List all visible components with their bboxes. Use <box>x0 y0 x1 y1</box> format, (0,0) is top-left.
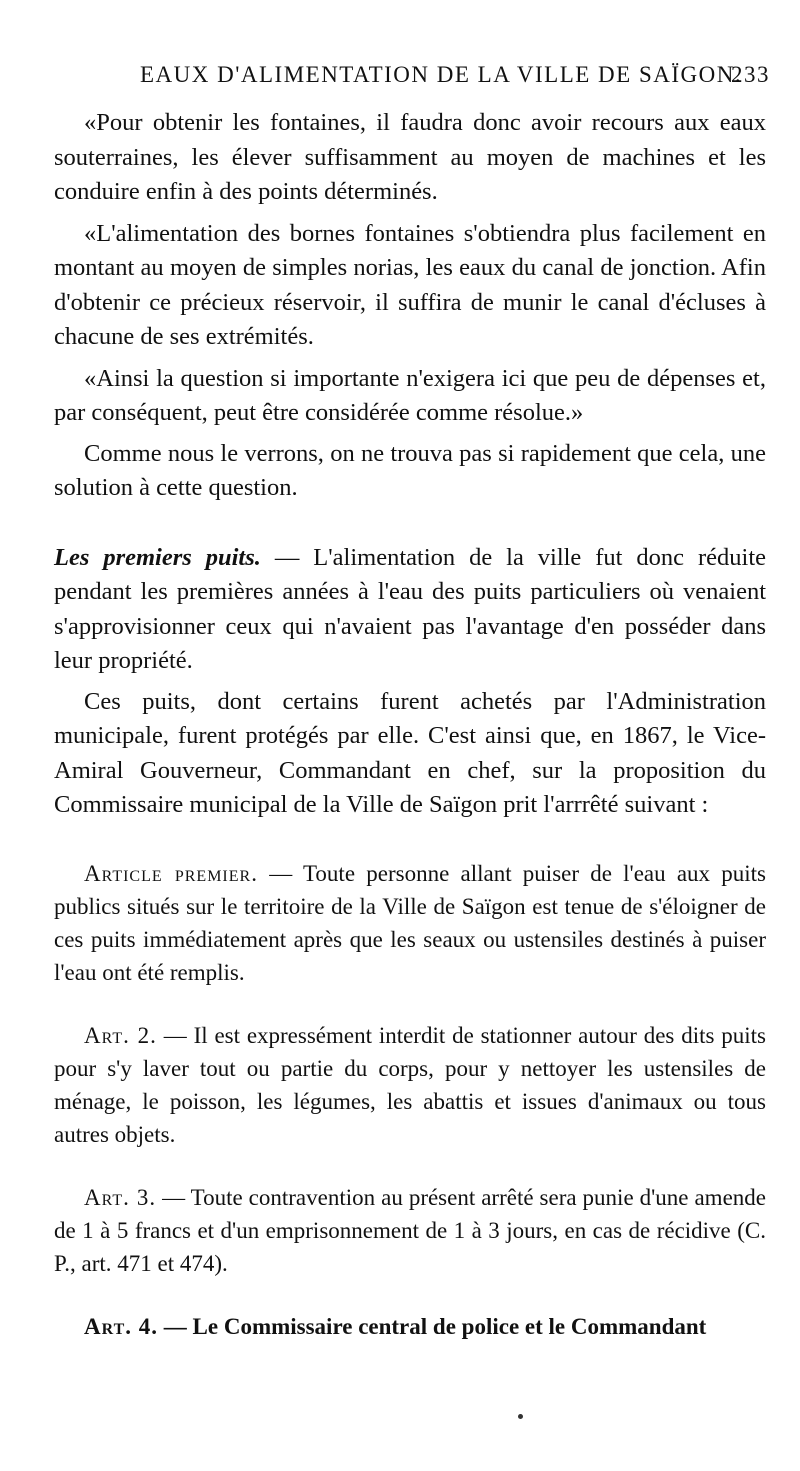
running-title: EAUX D'ALIMENTATION DE LA VILLE DE SAÏGON. <box>140 62 743 87</box>
article-label: Art. 3. <box>84 1184 157 1210</box>
article-text: — Le Commissaire central de police et le Commandant <box>158 1313 707 1339</box>
article-text: — Toute contravention au présent arrêté sera punie d'une amende de 1 à 5 francs et d'un emprisonnement de 1 à 3 jours, en cas de récidive (C. P., art. 471 et 474). <box>54 1184 766 1276</box>
article-2 <box>54 1019 766 1151</box>
article-text: — Il est expressément interdit de stationner autour des dits puits pour s'y laver tout ou partie du corps, pour y nettoyer les ustensiles de ménage, le poisson, les légumes, les abattis et issues d'animaux ou tous autres objets. <box>54 1022 766 1147</box>
article-3 <box>54 1181 766 1280</box>
quote-paragraph-fountains: «Pour obtenir les fontaines, il faudra donc avoir recours aux eaux souterraines, les élever suffisamment au moyen de machines et les conduire enfin à des points déterminés. <box>54 109 766 205</box>
paragraph-ces-puits: Ces puits, dont certains furent achetés par l'Administration municipale, furent protégés par elle. C'est ainsi que, en 1867, le Vice-Amiral Gouverneur, Commandant en chef, sur la proposition du Commissaire municipal de la Ville de Saïgon prit l'arrrêté suivant : <box>54 687 766 818</box>
running-header <box>140 62 770 96</box>
page-body <box>54 106 766 1343</box>
article-label: Art. 4. <box>84 1313 159 1339</box>
article-4 <box>54 1310 766 1343</box>
quote-paragraph-bornes: «L'alimentation des bornes fontaines s'obtiendra plus facilement en montant au moyen de simples norias, les eaux du canal de jonction. Afin d'obtenir ce précieux réservoir, il suffira de munir le canal d'écluses à chacune de ses extrémités. <box>54 219 766 350</box>
quote-paragraph-question: «Ainsi la question si importante n'exigera ici que peu de dépenses et, par conséquent, peut être considérée comme résolue.» <box>54 364 766 426</box>
paragraph-comme: Comme nous le verrons, on ne trouva pas si rapidement que cela, une solution à cette question. <box>54 439 766 501</box>
article-text: — Toute personne allant puiser de l'eau aux puits publics situés sur le territoire de la Ville de Saïgon est tenue de s'éloigner de ces puits immédiatement après que les seaux ou ustensiles destinés à puiser l'eau ont été remplis. <box>54 860 766 985</box>
article-label: Art. 2. <box>84 1022 157 1048</box>
article-1 <box>54 857 766 989</box>
article-label: Article premier. <box>84 860 258 886</box>
page-number: 233 <box>731 62 770 87</box>
ink-speck <box>518 1414 523 1419</box>
section-premiers-puits <box>54 541 766 679</box>
section-text: — L'alimentation de la ville fut donc réduite pendant les premières années à l'eau des puits particuliers où venaient s'approvisionner ceux qui n'avaient pas l'avantage d'en posséder dans leur propriété. <box>54 543 766 674</box>
section-heading: Les premiers puits. <box>54 543 261 571</box>
